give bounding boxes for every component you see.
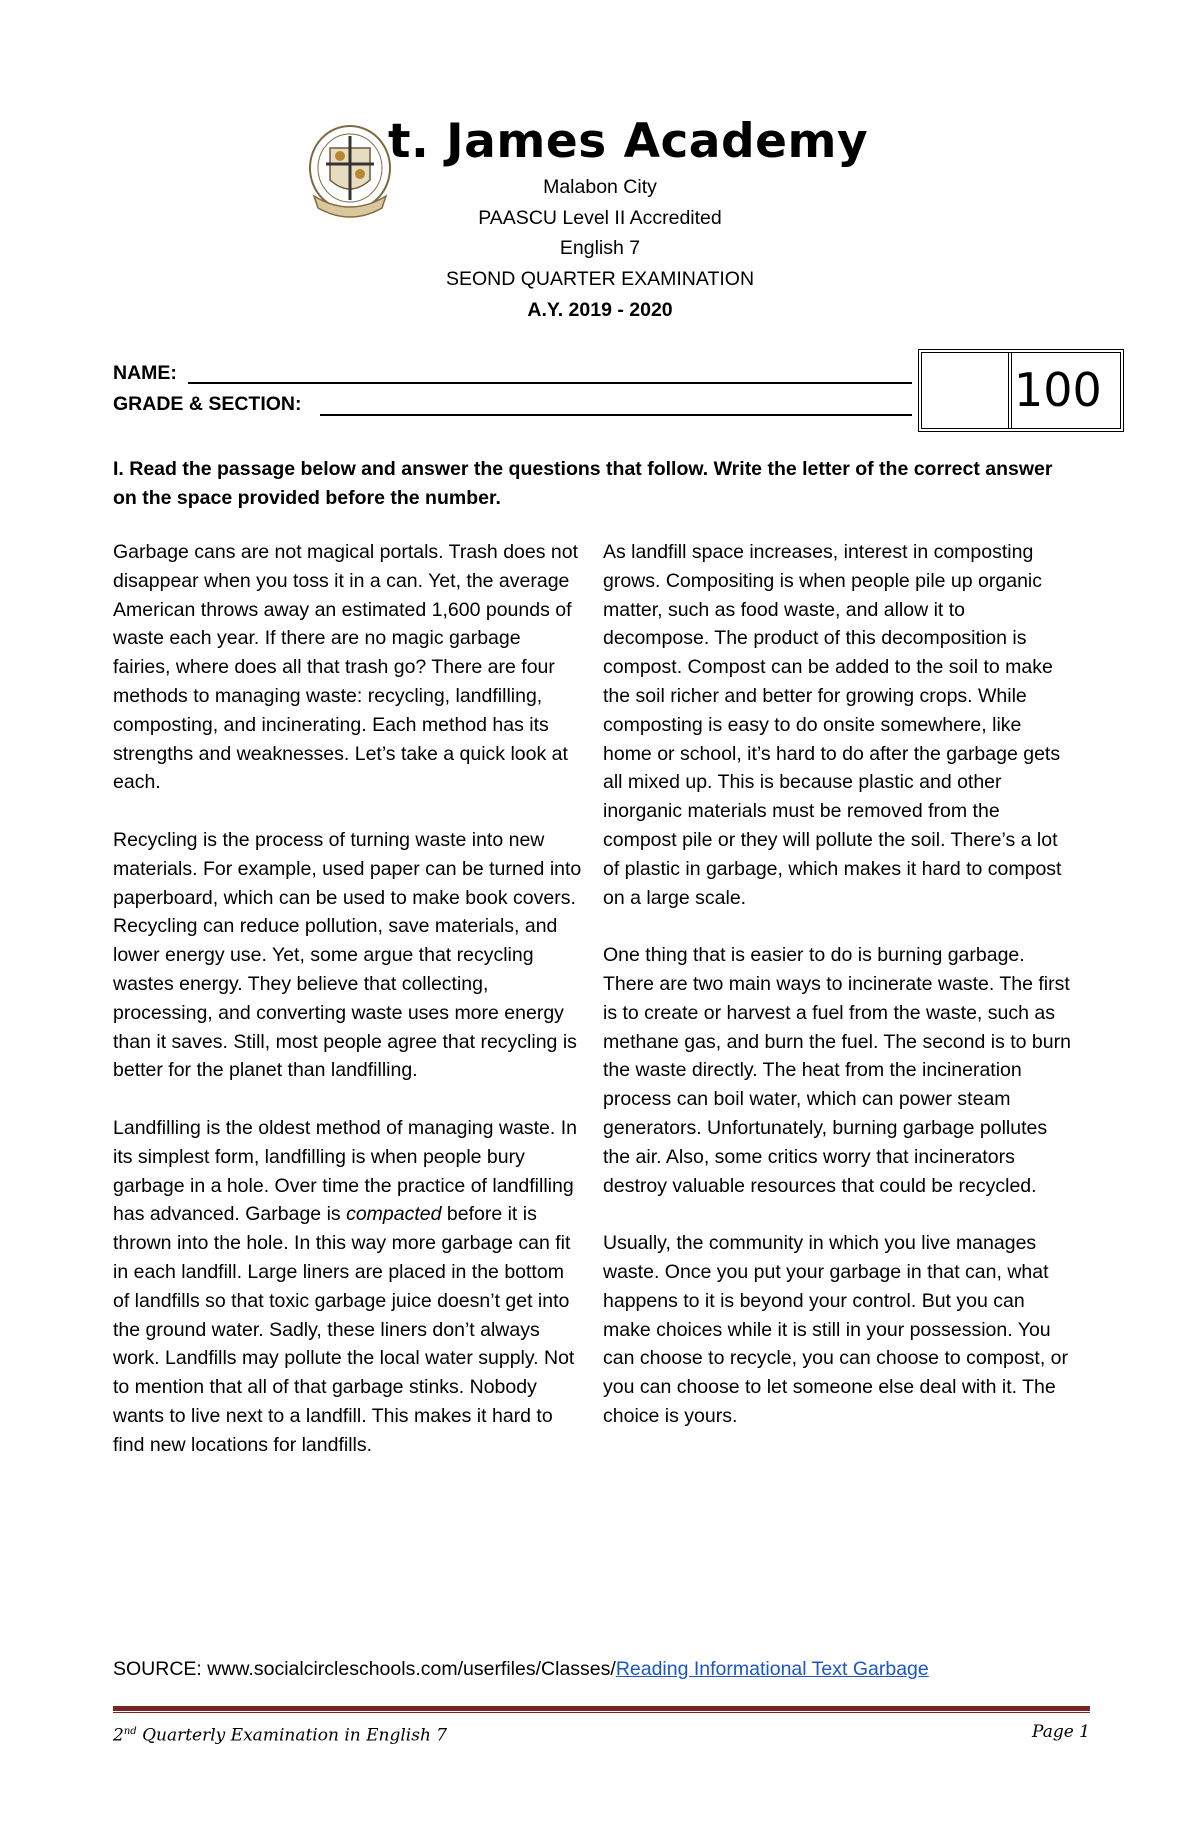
footer-exam-title [113, 1719, 447, 1749]
name-label: NAME: [113, 362, 177, 384]
passage-left-column [113, 538, 583, 1488]
grade-section-label: GRADE & SECTION: [113, 393, 302, 415]
passage-right-column [603, 538, 1073, 1460]
passage-paragraph: As landfill space increases, interest in composting grows. Compositing is when people pile up organic matter, such as food waste, and allow it to decompose. The product of this decomposition is compost. Compost can be added to the soil to make the soil richer and better for growing crops. While composting is easy to do onsite somewhere, like home or school, it’s hard to do after the garbage gets all mixed up. This is because plastic and other inorganic materials must be removed from the compost pile or they will pollute the soil. There’s a lot of plastic in garbage, which makes it hard to compost on a large scale. [603, 541, 1062, 909]
score-box [918, 349, 1124, 432]
footer-ordinal-suffix: nd [123, 1726, 137, 1737]
passage-paragraph: One thing that is easier to do is burning garbage. There are two main ways to incinerate waste. The first is to create or harvest a fuel from the waste, such as methane gas, and burn the fuel. The second is to burn the waste directly. The heat from the incineration process can boil water, which can power steam generators. Unfortunately, burning garbage pollutes the air. Also, some critics worry that incinerators destroy valuable resources that could be recycled. [603, 944, 1071, 1197]
passage-paragraph: Garbage cans are not magical portals. Trash does not disappear when you toss it in a can. Yet, the average American throws away an estimated 1,600 pounds of waste each year. If there are no magic garbage fairies, where does all that trash go? There are four methods to managing waste: recycling, landfilling, composting, and incinerating. Each method has its strengths and weaknesses. Let’s take a quick look at each. [113, 541, 579, 794]
page-number: Page 1 [1032, 1722, 1090, 1742]
footer-title-text: Quarterly Examination in English 7 [136, 1725, 448, 1746]
source-citation [113, 1655, 929, 1683]
footer-ordinal: 2 [113, 1725, 124, 1746]
passage-paragraph: Recycling is the process of turning waste into new materials. For example, used paper can be turned into paperboard, which can be used to make book covers. Recycling can reduce pollution, save materials, and lower energy use. Yet, some argue that recycling wastes energy. They believe that collecting, processing, and converting waste uses more energy than it saves. Still, most people agree that recycling is better for the planet than landfilling. [113, 828, 582, 1082]
source-link[interactable]: Reading Informational Text Garbage [615, 1658, 929, 1680]
passage-text: Landfilling is the oldest method of managing waste. In its simplest form, landfilling is when people bury garbage in a hole. Over time the practice of landfilling has advanced. Garbage is [113, 1116, 577, 1226]
subject-title: English 7 [559, 237, 641, 259]
name-field[interactable] [188, 382, 912, 384]
instructions: I. Read the passage below and answer the questions that follow. Write the letter of the correct answer on the space provided before the number. [113, 458, 1053, 509]
source-label: SOURCE: www.socialcircleschools.com/userfiles/Classes/ [113, 1658, 616, 1680]
footer-rule [113, 1706, 1090, 1713]
score-divider [1008, 353, 1012, 428]
grade-section-field[interactable] [320, 414, 912, 416]
passage-paragraph: Usually, the community in which you live manages waste. Once you put your garbage in that can, what happens to it is beyond your control. But you can make choices while it is still in your possession. You can choose to recycle, you can choose to compost, or you can choose to let someone else deal with it. The choice is yours. [603, 1232, 1069, 1427]
passage-paragraph [113, 1114, 583, 1460]
score-total: 100 [1014, 363, 1102, 417]
accreditation: PAASCU Level II Accredited [478, 207, 722, 229]
passage-text: before it is thrown into the hole. In this way more garbage can fit in each landfill. Large liners are placed in the bottom of landfills so that toxic garbage juice doesn’t get into the ground water. Sadly, these liners don’t always work. Landfills may pollute the local water supply. Not to mention that all of that garbage stinks. Nobody wants to live next to a landfill. This makes it hard to find new locations for landfills. [113, 1203, 575, 1456]
school-city: Malabon City [543, 176, 657, 198]
school-name: t. James Academy [388, 114, 869, 169]
academic-year: A.Y. 2019 - 2020 [527, 299, 673, 321]
emphasized-word: compacted [346, 1203, 442, 1226]
exam-title: SEOND QUARTER EXAMINATION [445, 268, 755, 290]
